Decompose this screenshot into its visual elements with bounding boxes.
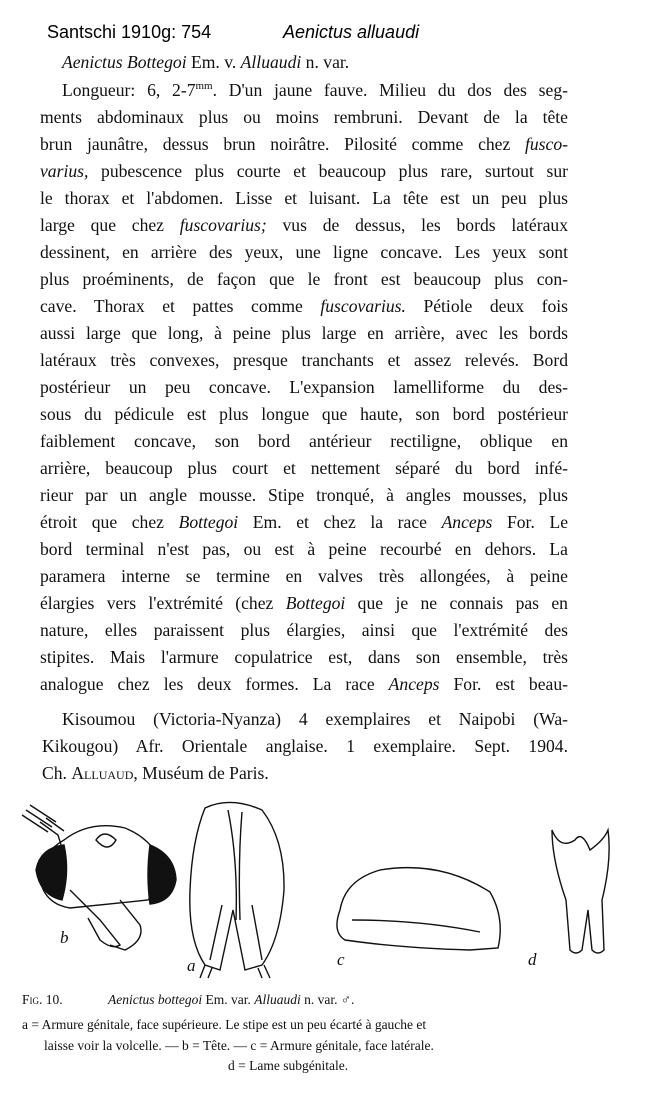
- body-line: élargies vers l'extrémité (chez Bottegoi que je ne connais pas en: [40, 593, 568, 613]
- figure-label-b: b: [60, 928, 69, 947]
- header-species: Aenictus alluaudi: [283, 22, 420, 42]
- head-drawing: [22, 805, 176, 950]
- body-line: varius, pubescence plus courte et beaucoup plus rare, surtout sur: [40, 161, 568, 181]
- title-author: Em. v.: [186, 52, 241, 72]
- caption-line-3: laisse voir la volcelle. — b = Tête. — c = Armure génitale, face latérale.: [44, 1038, 434, 1053]
- body-line: rieur par un angle mousse. Stipe tronqué, à angles mousses, plus: [40, 485, 568, 505]
- locality-line: Kikougou) Afr. Orientale anglaise. 1 exemplaire. Sept. 1904.: [42, 736, 568, 756]
- figure-label-a: a: [187, 956, 196, 975]
- body-line: ments abdominaux plus ou moins rembruni. Devant de la tête: [40, 107, 568, 127]
- genital-armature-dorsal-drawing: [190, 802, 284, 978]
- body-line: brun jaunâtre, dessus brun noirâtre. Pilosité comme chez fusco-: [40, 134, 568, 154]
- locality-line: Ch. Alluaud, Muséum de Paris.: [42, 763, 269, 783]
- body-line: sous du pédicule est plus longue que haute, son bord postérieur: [40, 404, 568, 424]
- body-line: large que chez fuscovarius; vus de dessus, les bords latéraux: [40, 215, 569, 235]
- title-suffix: n. var.: [301, 52, 350, 72]
- body-line: cave. Thorax et pattes comme fuscovarius. Pétiole deux fois: [40, 296, 569, 316]
- body-line: postérieur un peu concave. L'expansion lamelliforme du des-: [40, 377, 568, 397]
- title-variety: Alluaudi: [240, 52, 302, 72]
- caption-line-1: Fig. 10. Aenictus bottegoi Em. var. Alluaudi n. var. ♂.: [22, 992, 355, 1007]
- body-line: nature, elles paraissent plus élargies, ainsi que l'extrémité des: [40, 620, 568, 640]
- taxon-title: [62, 52, 349, 73]
- caption-line-4: d = Lame subgénitale.: [228, 1058, 349, 1073]
- body-line: faiblement concave, son bord antérieur rectiligne, oblique en: [40, 431, 568, 451]
- locality-line: Kisoumou (Victoria-Nyanza) 4 exemplaires et Naipobi (Wa-: [62, 709, 568, 729]
- body-line: étroit que chez Bottegoi Em. et chez la race Anceps For. Le: [40, 512, 569, 532]
- body-line: aussi large que long, à peine plus large en arrière, avec les bords: [40, 323, 568, 343]
- caption-fig-label: Fig. 10.: [22, 992, 63, 1007]
- body-line: arrière, beaucoup plus court et nettement séparé du bord infé-: [40, 458, 568, 478]
- figure-label-c: c: [337, 950, 345, 969]
- collector-name: Alluaud: [71, 763, 134, 783]
- figure-label-d: d: [528, 950, 537, 969]
- header-citation: Santschi 1910g: 754: [47, 22, 212, 42]
- title-species: Aenictus Bottegoi: [62, 52, 187, 72]
- body-line: paramera interne se termine en valves très allongées, à peine: [40, 566, 568, 586]
- body-line: analogue chez les deux formes. La race Anceps For. est beau-: [40, 674, 568, 694]
- body-line: plus proéminents, de façon que le front est beaucoup plus con-: [40, 269, 568, 289]
- genital-armature-lateral-drawing: [337, 868, 500, 950]
- body-line: stipites. Mais l'armure copulatrice est, dans son ensemble, très: [40, 647, 568, 667]
- body-line: bord terminal n'est pas, ou est à peine recourbé en dehors. La: [40, 539, 568, 559]
- body-line: dessinent, en arrière des yeux, une ligne concave. Les yeux sont: [40, 242, 568, 262]
- body-line: Longueur: 6, $2-7^{mm}$. D'un jaune fauve. Milieu du dos des seg-: [62, 80, 568, 100]
- subgenital-plate-drawing: [552, 830, 609, 953]
- body-line: le thorax et l'abdomen. Lisse et luisant. La tête est un peu plus: [40, 188, 568, 208]
- body-line: latéraux très convexes, presque tranchants et assez relevés. Bord: [40, 350, 568, 370]
- caption-line-2: a = Armure génitale, face supérieure. Le stipe est un peu écarté à gauche et: [22, 1017, 427, 1032]
- figure-10: [0, 800, 650, 980]
